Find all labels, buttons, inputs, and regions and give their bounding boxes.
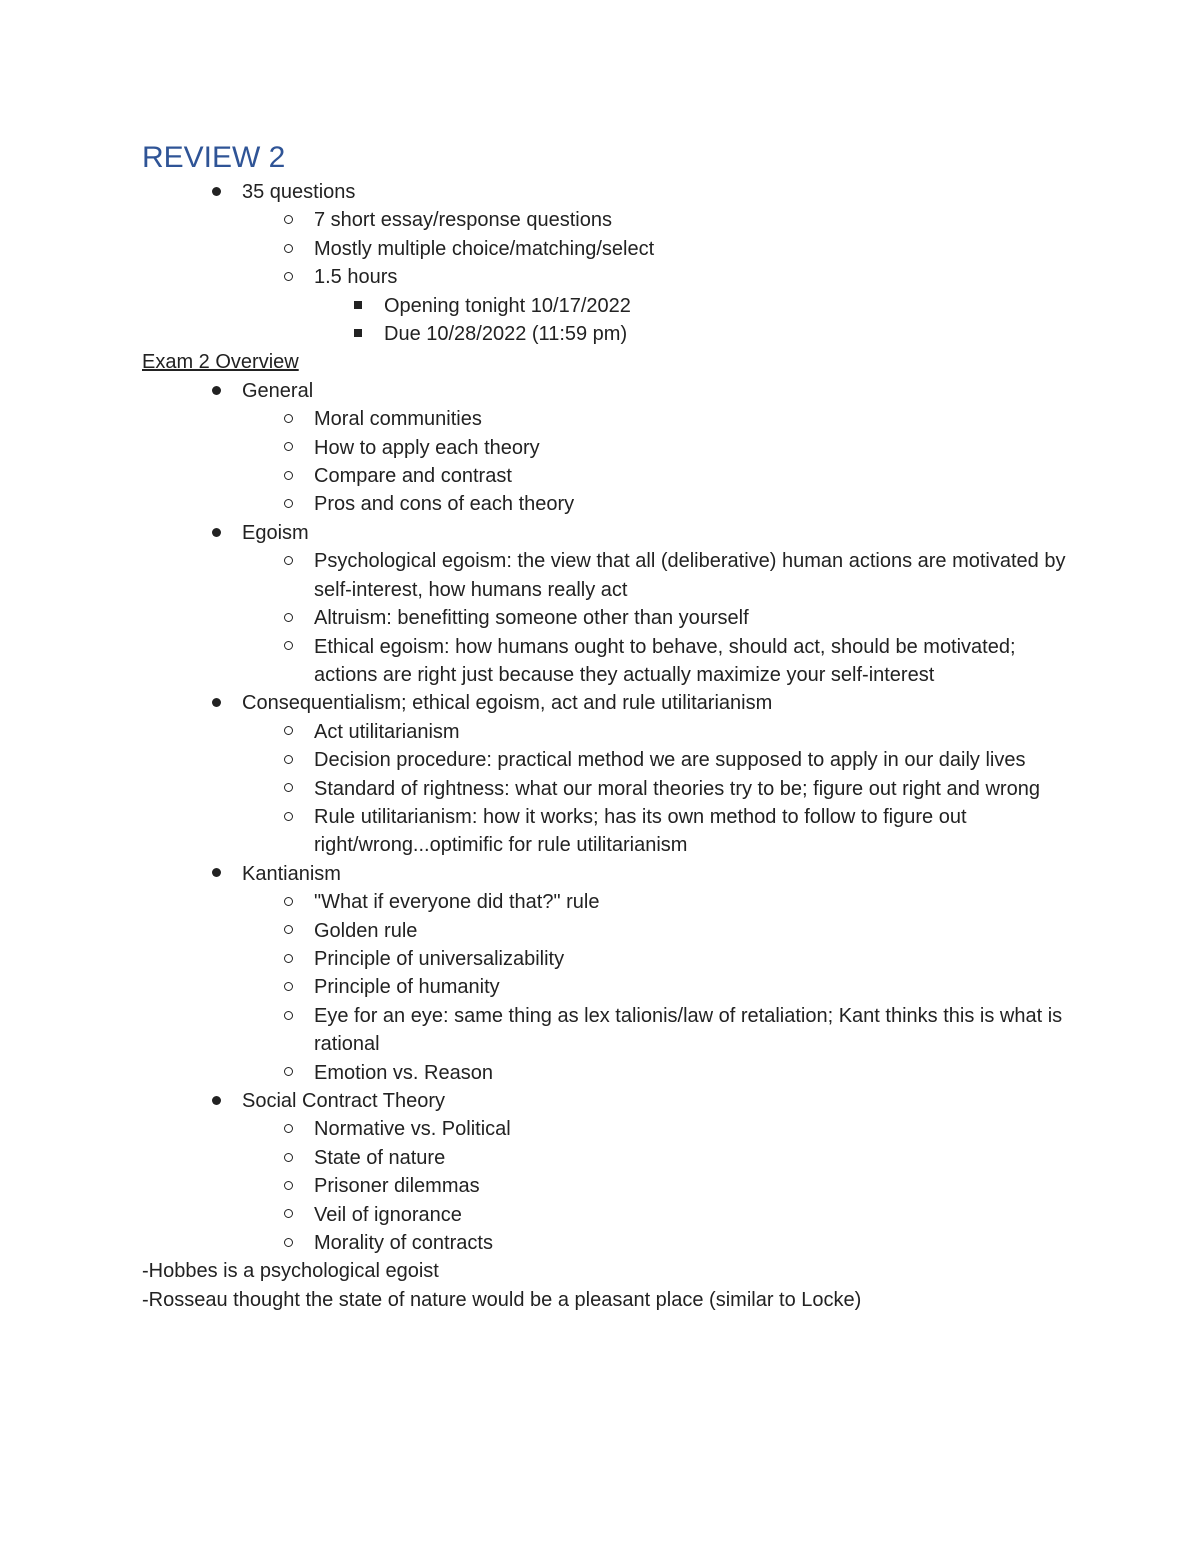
bullet-square-icon: [354, 329, 362, 337]
bullet-circle-icon: [284, 414, 293, 423]
bullet-dot-icon: [212, 1096, 221, 1105]
list-item: Compare and contrast: [142, 462, 1082, 490]
list-item: Rule utilitarianism: how it works; has its own method to follow to figure out right/wrong...optimific for rule utilitarianism: [142, 803, 1082, 860]
bullet-dot-icon: [212, 386, 221, 395]
bullet-dot-icon: [212, 528, 221, 537]
bullet-circle-icon: [284, 244, 293, 253]
bullet-circle-icon: [284, 1181, 293, 1190]
bullet-circle-icon: [284, 982, 293, 991]
list-item: Kantianism: [142, 860, 1082, 888]
bullet-circle-icon: [284, 897, 293, 906]
bullet-circle-icon: [284, 641, 293, 650]
bullet-circle-icon: [284, 1238, 293, 1247]
section-heading: Exam 2 Overview: [142, 351, 299, 374]
bullet-circle-icon: [284, 1124, 293, 1133]
bullet-circle-icon: [284, 471, 293, 480]
list-item: 7 short essay/response questions: [142, 206, 1082, 234]
list-item: "What if everyone did that?" rule: [142, 888, 1082, 916]
bullet-circle-icon: [284, 442, 293, 451]
list-item: Veil of ignorance: [142, 1201, 1082, 1229]
list-item: Moral communities: [142, 405, 1082, 433]
list-item: General: [142, 377, 1082, 405]
list-item: Decision procedure: practical method we are supposed to apply in our daily lives: [142, 746, 1082, 774]
bullet-circle-icon: [284, 812, 293, 821]
list-item: Consequentialism; ethical egoism, act and rule utilitarianism: [142, 689, 1082, 717]
list-item: Eye for an eye: same thing as lex talionis/law of retaliation; Kant thinks this is what is rational: [142, 1002, 1082, 1059]
bullet-circle-icon: [284, 1067, 293, 1076]
note-line: -Rosseau thought the state of nature would be a pleasant place (similar to Locke): [142, 1288, 862, 1311]
list-item: Principle of humanity: [142, 973, 1082, 1001]
bullet-circle-icon: [284, 556, 293, 565]
bullet-circle-icon: [284, 726, 293, 735]
document-page: [142, 138, 1082, 1314]
bullet-circle-icon: [284, 783, 293, 792]
bullet-circle-icon: [284, 613, 293, 622]
bullet-circle-icon: [284, 954, 293, 963]
list-item: Social Contract Theory: [142, 1087, 1082, 1115]
bullet-circle-icon: [284, 499, 293, 508]
list-item: How to apply each theory: [142, 434, 1082, 462]
note-line: -Hobbes is a psychological egoist: [142, 1260, 439, 1283]
list-item: Prisoner dilemmas: [142, 1172, 1082, 1200]
list-item: 1.5 hours: [142, 263, 1082, 291]
page-title: REVIEW 2: [142, 141, 286, 174]
list-item: Mostly multiple choice/matching/select: [142, 235, 1082, 263]
list-item: Egoism: [142, 519, 1082, 547]
bullet-square-icon: [354, 301, 362, 309]
list-item: 35 questions: [142, 178, 1082, 206]
bullet-circle-icon: [284, 925, 293, 934]
list-item: Normative vs. Political: [142, 1115, 1082, 1143]
list-item: Due 10/28/2022 (11:59 pm): [142, 320, 1082, 348]
list-item: Standard of rightness: what our moral theories try to be; figure out right and wrong: [142, 775, 1082, 803]
list-item: Altruism: benefitting someone other than yourself: [142, 604, 1082, 632]
bullet-circle-icon: [284, 1011, 293, 1020]
bullet-dot-icon: [212, 698, 221, 707]
bullet-circle-icon: [284, 1153, 293, 1162]
list-item: Opening tonight 10/17/2022: [142, 292, 1082, 320]
list-item: Ethical egoism: how humans ought to behave, should act, should be motivated; actions are right just because they actually maximize your self-interest: [142, 633, 1082, 690]
list-item: State of nature: [142, 1144, 1082, 1172]
list-item: Act utilitarianism: [142, 718, 1082, 746]
bullet-circle-icon: [284, 272, 293, 281]
bullet-circle-icon: [284, 755, 293, 764]
bullet-dot-icon: [212, 187, 221, 196]
list-item: Principle of universalizability: [142, 945, 1082, 973]
bullet-circle-icon: [284, 215, 293, 224]
list-item: Morality of contracts: [142, 1229, 1082, 1257]
list-item: Golden rule: [142, 917, 1082, 945]
list-item: Psychological egoism: the view that all (deliberative) human actions are motivated by self-interest, how humans really act: [142, 547, 1082, 604]
bullet-dot-icon: [212, 868, 221, 877]
list-item: Emotion vs. Reason: [142, 1059, 1082, 1087]
list-item: Pros and cons of each theory: [142, 490, 1082, 518]
bullet-circle-icon: [284, 1209, 293, 1218]
